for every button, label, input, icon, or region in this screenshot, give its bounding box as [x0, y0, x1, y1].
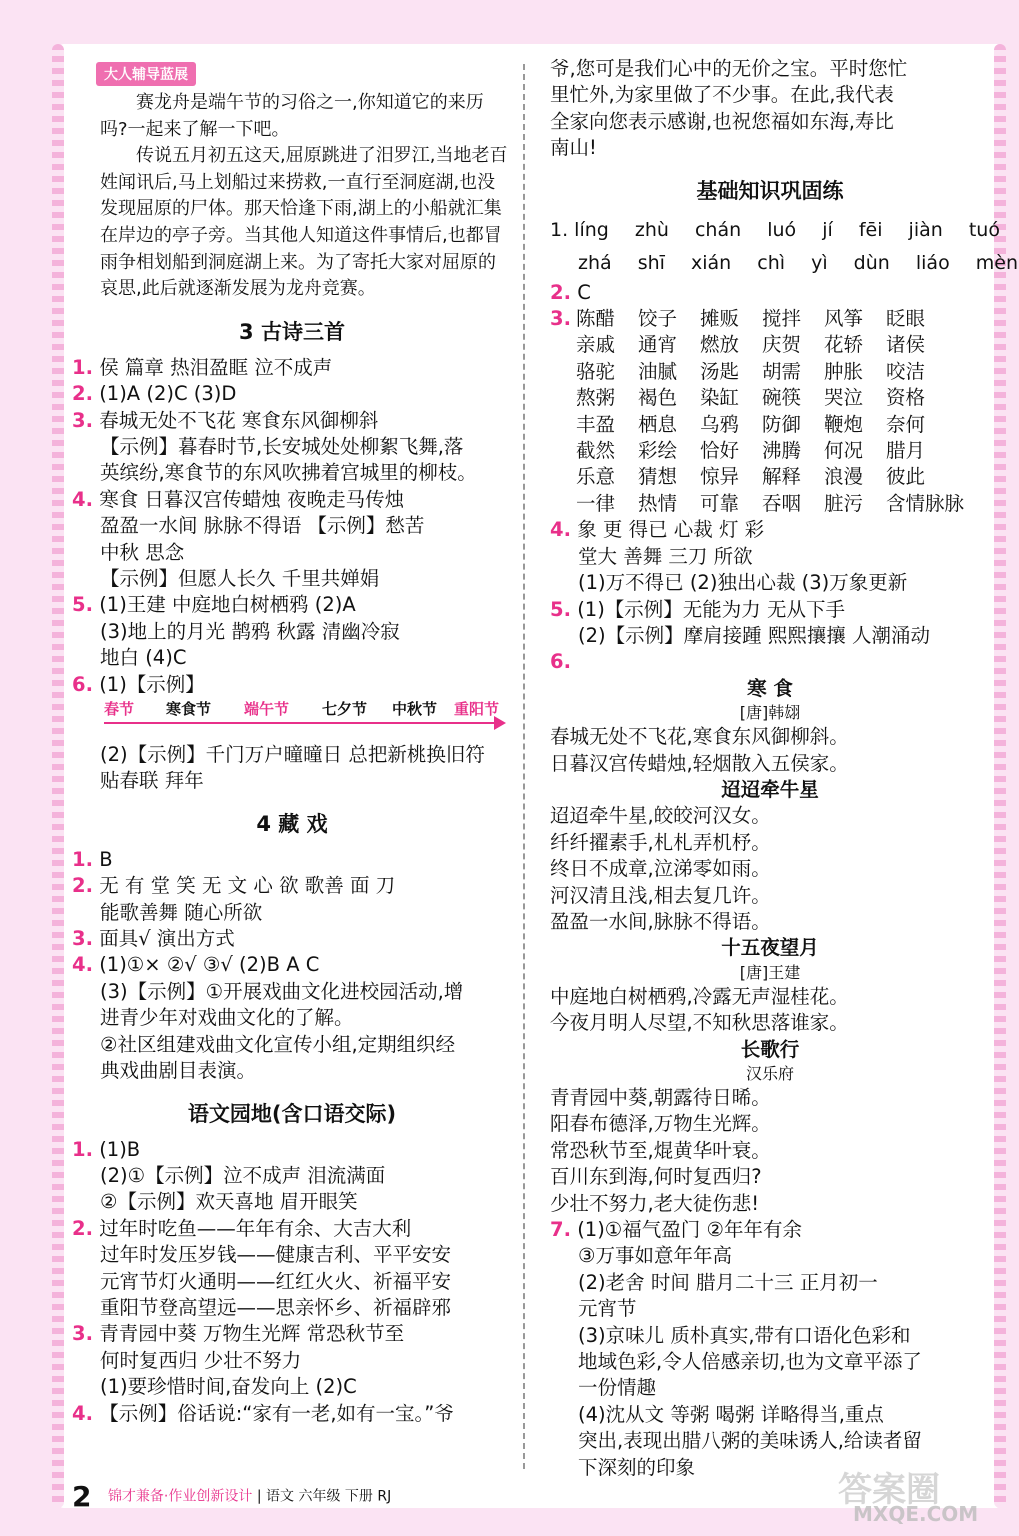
question-number: 1. [72, 1137, 93, 1161]
page-number: 2 [72, 1480, 92, 1513]
word-cell: 可靠 [700, 491, 740, 515]
pinyin: zhù [634, 218, 669, 241]
text-line: 少壮不努力,老大徒伤悲! [550, 1191, 760, 1215]
word-cell: 恰好 [700, 439, 740, 463]
word-cell: 彩绘 [638, 439, 678, 463]
word-cell: 骆驼 [576, 359, 616, 383]
story-intro: 赛龙舟是端午节的习俗之一,你知道它的来历吗?一起来了解一下吧。 [100, 92, 484, 140]
answer-text: 何时复西归 少壮不努力 [100, 1348, 302, 1372]
answer-line [72, 540, 512, 566]
answer-line [550, 517, 990, 543]
text-line: 全家向您表示感谢,也祝您福如东海,寿比 [550, 109, 894, 133]
answer-text: (1)①福气盈门 ②年年有余 [577, 1218, 802, 1242]
word-cell: 吞咽 [762, 491, 802, 515]
answer-line: 2. C [550, 280, 591, 304]
word-cell: 栖息 [638, 412, 678, 436]
question-number: 3. [550, 307, 571, 331]
answer-line [550, 1402, 990, 1428]
pinyin: fēi [858, 218, 883, 241]
pinyin: 1. líng [550, 218, 609, 241]
answer-line [72, 487, 512, 513]
answer-text: (2)【示例】摩肩接踵 熙熙攘攘 人潮涌动 [578, 623, 931, 647]
pinyin: tuó [968, 218, 1000, 241]
answer-line [72, 1189, 512, 1215]
answer-text: ③万事如意年年高 [578, 1244, 732, 1268]
answer-line [72, 1216, 512, 1242]
text-line: 中庭地白树栖鸦,冷露无声湿桂花。 [550, 984, 849, 1008]
answer-text: (1)B [99, 1137, 141, 1161]
text-line: 日暮汉宫传蜡烛,轻烟散入五侯家。 [550, 751, 849, 775]
answer-line [72, 1321, 512, 1347]
pinyin: chì [757, 251, 786, 274]
word-cell: 腊月 [886, 439, 926, 463]
answer-line [550, 1323, 990, 1349]
watermark-logo: 答案圈 [838, 1470, 940, 1510]
answer-text: 地白 (4)C [100, 646, 187, 670]
section-3-answers [72, 355, 512, 698]
poem-1-lines [550, 724, 990, 777]
word-cell: 汤匙 [700, 359, 740, 383]
word-grid [550, 306, 990, 517]
word-cell: 搅拌 [762, 307, 802, 331]
text-line: 终日不成章,泣涕零如雨。 [550, 857, 771, 881]
answer-text: 元宵节灯火通明——红红火火、祈福平安 [100, 1269, 452, 1293]
word-cell: 一律 [576, 491, 616, 515]
answer-line [72, 900, 512, 926]
word-row [550, 412, 990, 438]
word-row [550, 359, 990, 385]
answer-line [72, 1295, 512, 1321]
answer-line [72, 1137, 512, 1163]
answer-line [72, 1163, 512, 1189]
word-row [550, 464, 990, 490]
answer-text: 堂大 善舞 三刀 所欲 [578, 544, 753, 568]
poem-title: 长歌行 [740, 1037, 800, 1061]
answer-line [72, 768, 512, 794]
word-cell: 丰盈 [576, 412, 616, 436]
column-divider [523, 64, 525, 1469]
answer-text: (2)①【示例】泣不成声 泪流满面 [100, 1163, 386, 1187]
answer-line [72, 381, 512, 407]
answer-line [72, 1269, 512, 1295]
word-cell: 风筝 [824, 307, 864, 331]
word-cell: 截然 [576, 439, 616, 463]
poem-title: 寒 食 [747, 676, 793, 700]
word-cell: 诸侯 [886, 333, 926, 357]
word-cell: 解释 [762, 465, 802, 489]
text-line: 纤纤擢素手,札札弄机杼。 [550, 830, 771, 854]
question-number: 6. [72, 672, 93, 696]
answer-line [72, 1374, 512, 1400]
answer-text: C [577, 280, 591, 304]
text-line: 爷,您可是我们心中的无价之宝。平时您忙 [550, 57, 908, 80]
question-number: 3. [72, 408, 93, 432]
answer-line [72, 1058, 512, 1084]
question-number: 2. [72, 1216, 93, 1240]
pinyin: liáo [915, 251, 950, 274]
section-4-answers [72, 847, 512, 1085]
answer-line [550, 570, 990, 596]
answer-line [72, 592, 512, 618]
timeline-label: 中秋节 [392, 700, 438, 719]
answer-text: 突出,表现出腊八粥的美味诱人,给读者留 [578, 1429, 922, 1453]
answer-line [550, 1296, 990, 1322]
word-cell: 乐意 [576, 465, 616, 489]
pinyin-row-1 [550, 214, 1000, 247]
answer-text: 过年时吃鱼——年年有余、大吉大利 [99, 1216, 412, 1240]
answer-text: (1)【示例】 [99, 672, 205, 696]
pinyin: zhá [578, 251, 612, 274]
section-title-5: 语文园地(含口语交际) [187, 1101, 397, 1126]
question-number: 1. [72, 355, 93, 379]
text-line: 百川东到海,何时复西归? [550, 1165, 762, 1189]
answer-line [550, 1243, 990, 1269]
text-line: 阳春布德泽,万物生光辉。 [550, 1112, 771, 1136]
text-line: 盈盈一水间,脉脉不得语。 [550, 909, 771, 933]
answer-line [72, 1348, 512, 1374]
answer-text: 象 更 得已 心裁 灯 彩 [577, 518, 765, 542]
word-cell: 防御 [762, 412, 802, 436]
question-number: 4. [72, 1401, 93, 1425]
section-tag: 大人辅导蓝展 [96, 62, 196, 86]
question-number: 3. [72, 1322, 93, 1346]
word-cell: 胡需 [762, 359, 802, 383]
answer-text: (1)【示例】无能为力 无从下手 [577, 597, 846, 621]
text-line: 青青园中葵,朝露待日晞。 [550, 1086, 771, 1109]
answer-line [72, 355, 512, 381]
answer-line [72, 460, 512, 486]
answer-text: 春城无处不飞花 寒食东风御柳斜 [99, 408, 379, 432]
continued-text [550, 56, 990, 162]
answer-text: 贴春联 拜年 [100, 769, 204, 793]
answer-line [550, 1428, 990, 1454]
question-number: 1. [72, 847, 93, 871]
pinyin: chán [694, 218, 742, 241]
word-row [550, 385, 990, 411]
word-cell: 褐色 [638, 386, 678, 410]
word-cell: 脏污 [824, 491, 864, 515]
question-number: 4. [72, 953, 93, 977]
question-number: 2. [72, 874, 93, 898]
answer-line [72, 1242, 512, 1268]
answer-text: ②社区组建戏曲文化宣传小组,定期组织经 [100, 1032, 456, 1056]
word-cell: 燃放 [700, 333, 740, 357]
word-row [550, 306, 990, 332]
answer-line [72, 952, 512, 978]
answer-text: (2)【示例】千门万户曈曈日 总把新桃换旧符 [100, 743, 485, 767]
answer-line [550, 1270, 990, 1296]
poem-author: [唐]韩翃 [739, 703, 801, 723]
word-cell: 饺子 [638, 307, 678, 331]
answer-line [72, 672, 512, 698]
question-number: 4. [72, 487, 93, 511]
answer-text: B [99, 847, 113, 871]
answer-line [72, 513, 512, 539]
poem-2-lines [550, 803, 990, 935]
answer-text: 无 有 堂 笑 无 文 心 欲 歌善 面 刀 [99, 874, 396, 898]
question-number: 6. [550, 650, 571, 674]
word-cell: 通宵 [638, 333, 678, 357]
answer-text: 盈盈一水间 脉脉不得语 【示例】愁苦 [100, 514, 425, 538]
word-cell: 碗筷 [762, 386, 802, 410]
word-cell: 鞭炮 [824, 412, 864, 436]
answer-text: (1)A (2)C (3)D [99, 382, 237, 406]
word-cell: 哭泣 [824, 386, 864, 410]
answer-text: 英缤纷,寒食节的东风吹拂着宫城里的柳枝。 [100, 461, 477, 485]
text-line: 迢迢牵牛星,皎皎河汉女。 [550, 804, 771, 828]
word-cell: 彼此 [886, 465, 926, 489]
word-cell: 染缸 [700, 386, 740, 410]
answer-text: (1)①× ②√ ③√ (2)B A C [99, 953, 320, 977]
word-cell: 含情脉脉 [886, 491, 965, 515]
answer-line [550, 1217, 990, 1243]
answer-text: 重阳节登高望远——思亲怀乡、祈福辟邪 [100, 1295, 452, 1319]
pinyin: xián [691, 251, 732, 274]
answer-line [72, 742, 512, 768]
word-cell: 摊贩 [700, 307, 740, 331]
page-footer [72, 1480, 391, 1513]
word-cell: 陈醋 [576, 307, 616, 331]
answer-text: 中秋 思念 [100, 540, 185, 564]
answer-text: (1)要珍惜时间,奋发向上 (2)C [100, 1375, 357, 1399]
section-title-3: 3 古诗三首 [239, 319, 345, 344]
timeline-label: 七夕节 [322, 700, 368, 719]
q7-answers [550, 1217, 990, 1481]
answer-text: (3)地上的月光 鹊鸦 秋露 清幽冷寂 [100, 619, 400, 643]
word-row [550, 438, 990, 464]
word-cell: 庆贺 [762, 333, 802, 357]
word-cell: 咬洁 [886, 359, 926, 383]
answer-line [550, 649, 990, 675]
word-cell: 熬粥 [576, 386, 616, 410]
word-cell: 猜想 [638, 465, 678, 489]
pinyin: jiàn [908, 218, 943, 241]
text-line: 南山! [550, 136, 597, 160]
answer-text: 地域色彩,令人倍感亲切,也为文章平添了 [578, 1350, 922, 1374]
footer-brand: 锦才兼备·作业创新设计 [107, 1488, 253, 1505]
poem-4-lines [550, 1085, 990, 1217]
story-box [72, 90, 512, 303]
pinyin: yì [811, 251, 828, 274]
answer-text: 一份情趣 [578, 1376, 657, 1400]
right-column [550, 56, 1018, 1481]
section-5-answers [72, 1137, 512, 1427]
left-border-decoration [52, 44, 64, 1508]
answer-line [72, 408, 512, 434]
answer-text: (1)王建 中庭地白树栖鸦 (2)A [99, 593, 356, 617]
word-cell: 资格 [886, 386, 926, 410]
text-line: 里忙外,为家里做了不少事。在此,我代表 [550, 83, 894, 107]
answer-text: 过年时发压岁钱——健康吉利、平平安安 [100, 1243, 452, 1267]
poem-author: [唐]王建 [739, 962, 801, 982]
word-cell: 亲戚 [576, 333, 616, 357]
answer-text: (3)【示例】①开展戏曲文化进校园活动,增 [100, 979, 464, 1003]
pinyin: shī [637, 251, 665, 274]
answer-text: 青青园中葵 万物生光辉 常恐秋节至 [99, 1322, 405, 1346]
word-cell: 浪漫 [824, 465, 864, 489]
answer-text: 侯 篇章 热泪盈眶 泣不成声 [99, 355, 333, 379]
text-line: 今夜月明人尽望,不知秋思落谁家。 [550, 1011, 849, 1035]
answer-line [72, 926, 512, 952]
pinyin: mèn [975, 251, 1018, 274]
q5-answers [550, 597, 990, 650]
answer-line [550, 623, 990, 649]
answer-line [72, 645, 512, 671]
answer-text: (4)沈从文 等粥 喝粥 详略得当,重点 [578, 1402, 884, 1426]
pinyin-row-2 [550, 247, 1018, 280]
word-row [550, 491, 990, 517]
watermark-url: MXQE.COM [853, 1502, 979, 1526]
word-cell: 眨眼 [886, 307, 926, 331]
word-cell: 何况 [824, 439, 864, 463]
poem-author: 汉乐府 [745, 1064, 794, 1083]
word-cell: 花轿 [824, 333, 864, 357]
answer-line [72, 434, 512, 460]
question-number: 5. [72, 593, 93, 617]
answer-line [72, 1005, 512, 1031]
answer-line [550, 544, 990, 570]
answer-line [550, 1349, 990, 1375]
text-line: 春城无处不飞花,寒食东风御柳斜。 [550, 725, 849, 749]
answer-line [72, 619, 512, 645]
answer-text: (1)万不得已 (2)独出心裁 (3)万象更新 [578, 571, 908, 595]
timeline-label: 春节 [104, 700, 135, 719]
answer-text: 元宵节 [578, 1297, 637, 1321]
question-number: 2. [72, 382, 93, 406]
question-number: 7. [550, 1218, 571, 1242]
answer-line [72, 979, 512, 1005]
answer-line [550, 1375, 990, 1401]
answer-text: 【示例】但愿人长久 千里共婵娟 [100, 567, 380, 590]
word-cell: 沸腾 [762, 439, 802, 463]
poem-title: 迢迢牵牛星 [721, 777, 819, 801]
word-cell: 乌鸦 [700, 412, 740, 436]
pinyin: dùn [853, 251, 890, 274]
word-cell: 油腻 [638, 359, 678, 383]
poem-title: 十五夜望月 [721, 936, 819, 960]
answer-line [550, 597, 990, 623]
answer-text: (2)老舍 时间 腊月二十三 正月初一 [578, 1270, 878, 1294]
answer-text: 【示例】俗话说:“家有一老,如有一宝。”爷 [99, 1401, 454, 1425]
section-title-basics: 基础知识巩固练 [696, 178, 844, 203]
answer-line [72, 1032, 512, 1058]
answer-text: ②【示例】欢天喜地 眉开眼笑 [100, 1190, 358, 1214]
text-line: 河汉清且浅,相去复几许。 [550, 883, 771, 907]
text-line: 常恐秋节至,焜黄华叶衰。 [550, 1138, 771, 1162]
timeline-label: 重阳节 [454, 700, 500, 719]
answer-text: 面具√ 演出方式 [99, 927, 235, 951]
question-number: 3. [72, 927, 93, 951]
answer-line [72, 873, 512, 899]
section-title-4: 4 藏 戏 [256, 811, 328, 836]
answer-text: 能歌善舞 随心所欲 [100, 900, 263, 924]
answer-line [72, 847, 512, 873]
q4-answers [550, 517, 990, 596]
timeline-label: 端午节 [244, 700, 290, 719]
word-cell: 热情 [638, 491, 678, 515]
festival-timeline [104, 698, 508, 742]
question-number: 4. [550, 518, 571, 542]
word-cell: 奈何 [886, 412, 926, 436]
answer-text: 【示例】暮春时节,长安城处处柳絮飞舞,落 [100, 434, 464, 458]
pinyin: jí [822, 218, 833, 241]
timeline-axis [104, 722, 496, 724]
poem-3-lines [550, 984, 990, 1037]
word-row [550, 332, 990, 358]
word-cell: 惊异 [700, 465, 740, 489]
answer-text: 进青少年对戏曲文化的了解。 [100, 1006, 354, 1030]
answer-text: 下深刻的印象 [578, 1455, 696, 1479]
answer-line [72, 1401, 512, 1427]
section-3-answers-cont [72, 742, 512, 795]
pinyin: luó [767, 218, 797, 241]
answer-text: (3)京味儿 质朴真实,带有口语化色彩和 [578, 1323, 911, 1347]
timeline-label: 寒食节 [166, 700, 212, 719]
story-body: 传说五月初五这天,屈原跳进了汨罗江,当地老百姓闻讯后,马上划船过来捞救,一直行至洞庭湖,也没发现屈原的尸体。那天恰逢下雨,湖上的小船就汇集在岸边的亭子旁。当其他人知道这件事情后,也都冒雨争相划船到洞庭湖上来。为了寄托大家对屈原的哀思,此后就逐渐发展为龙舟竞赛。 [100, 145, 508, 300]
answer-text: 寒食 日暮汉宫传蜡烛 夜晚走马传烛 [99, 487, 405, 511]
footer-info: | 语文 六年级 下册 RJ [256, 1488, 392, 1505]
question-number: 5. [550, 597, 571, 621]
answer-line [72, 566, 512, 592]
word-cell: 肿胀 [824, 359, 864, 383]
answer-text: 典戏曲剧目表演。 [100, 1059, 257, 1083]
left-column [72, 56, 512, 1427]
